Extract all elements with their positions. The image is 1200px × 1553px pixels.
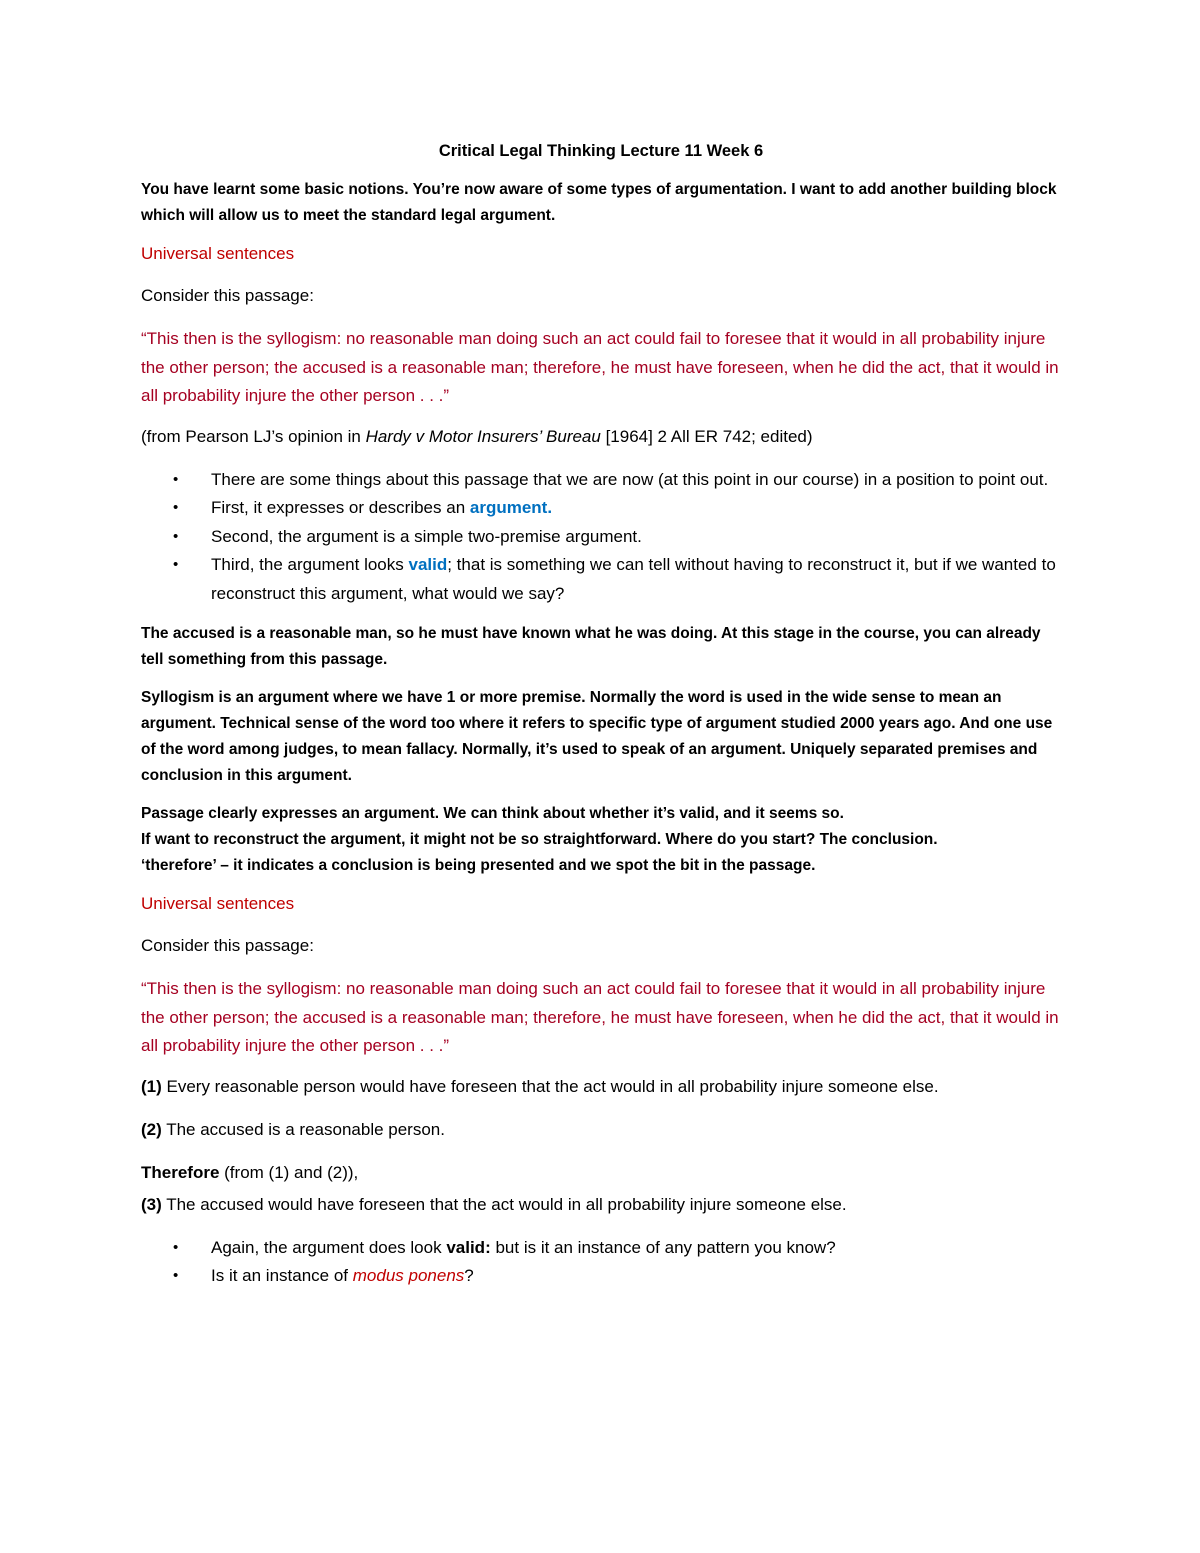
premise-number: (2) [141,1119,162,1139]
term-argument: argument. [469,498,553,517]
term-valid: valid: [446,1237,491,1257]
consider-passage-text: Consider this passage: [141,286,314,305]
source-prefix: (from Pearson LJ’s opinion in [141,426,366,446]
therefore-keyword: Therefore [141,1162,220,1182]
intro-paragraph: You have learnt some basic notions. You’re now aware of some types of argumentation. I want to add another building block which will allow us to meet the standard legal argument. [141,181,1057,224]
document-title: Critical Legal Thinking Lecture 11 Week 6 [438,142,764,160]
term-modus-ponens: modus ponens [352,1266,465,1285]
pattern-questions-list [141,1234,1061,1291]
list-item: • Is it an instance of modus ponens? [141,1262,1061,1291]
section-heading-universal-sentences: Universal sentences [141,244,295,263]
premise-1: (1) Every reasonable person would have foreseen that the act would in all probability injure someone else. [141,1076,939,1096]
notes-line: ‘therefore’ – it indicates a conclusion is being presented and we spot the bit in the passage. [141,857,816,874]
case-name: Hardy v Motor Insurers’ Bureau [365,426,601,446]
notes-paragraph-2: Syllogism is an argument where we have 1 or more premise. Normally the word is used in the wide sense to mean an argument. Technical sense of the word too where it refers to specific type of argument studied 2000 years ago. And one use of the word among judges, to mean fallacy. Normally, it’s used to speak of an argument. Uniquely separated premises and conclusion in this argument. [141,689,1053,784]
syllogism-quote: “This then is the syllogism: no reasonable man doing such an act could fail to foresee that it would in all probability injure the other person; the accused is a reasonable man; therefore, he must have foreseen, when he did the act, that it would in all probability injure the other person . . .” [141,329,1059,405]
bullet-icon: • [173,556,179,573]
term-valid: valid [408,555,448,574]
list-item: • Again, the argument does look valid: but is it an instance of any pattern you know? [141,1234,1061,1263]
notes-paragraph-3 [141,801,1061,879]
notes-line: Passage clearly expresses an argument. We can think about whether it’s valid, and it seems so. [141,805,844,822]
premise-number: (1) [141,1076,162,1096]
bullet-icon: • [173,1267,179,1284]
notes-paragraph-1: The accused is a reasonable man, so he must have known what he was doing. At this stage in the course, you can already tell something from this passage. [141,625,1041,668]
list-item: • Third, the argument looks valid; that is something we can tell without having to reconstruct it, but if we wanted to reconstruct this argument, what would we say? [141,551,1061,608]
section-heading-universal-sentences-repeat: Universal sentences [141,894,295,913]
bullet-icon: • [173,499,179,516]
list-item: • Second, the argument is a simple two-premise argument. [141,523,1061,552]
premise-2: (2) The accused is a reasonable person. [141,1119,445,1139]
passage-observations-list [141,466,1061,609]
notes-line: If want to reconstruct the argument, it might not be so straightforward. Where do you start? The conclusion. [141,831,938,848]
consider-passage-text: Consider this passage: [141,936,314,955]
premise-number: (3) [141,1194,162,1214]
syllogism-quote-repeat: “This then is the syllogism: no reasonable man doing such an act could fail to foresee that it would in all probability injure the other person; the accused is a reasonable man; therefore, he must have foreseen, when he did the act, that it would in all probability injure the other person . . .” [141,979,1059,1055]
bullet-icon: • [173,527,179,545]
bullet-icon: • [173,470,179,488]
list-item: • First, it expresses or describes an argument. [141,494,1061,523]
document-page [141,142,1061,1304]
source-suffix: [1964] 2 All ER 742; edited) [600,426,813,446]
list-item: • There are some things about this passage that we are now (at this point in our course) in a position to point out. [141,466,1061,495]
conclusion-3: (3) The accused would have foreseen that the act would in all probability injure someone else. [141,1194,847,1214]
bullet-icon: • [173,1238,179,1256]
quote-source [141,423,1061,451]
therefore-line: Therefore (from (1) and (2)), [141,1162,359,1182]
